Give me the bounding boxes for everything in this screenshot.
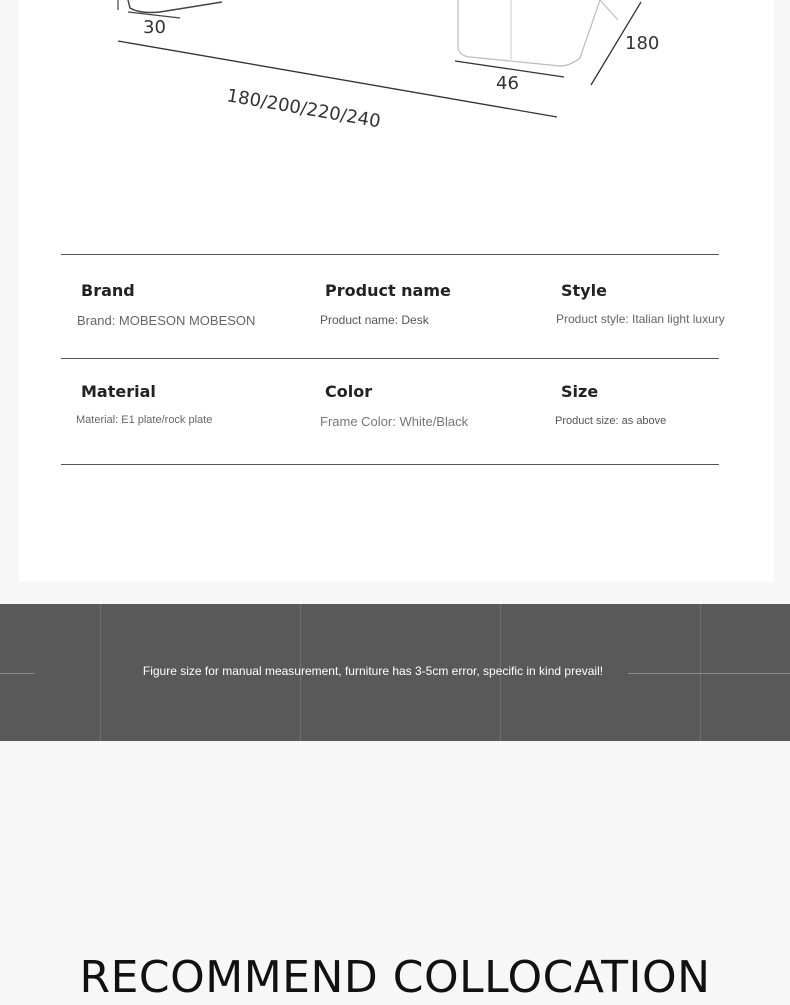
brand-title: Brand <box>81 281 135 300</box>
dimension-diagram <box>0 0 790 200</box>
spec-divider-bottom <box>61 464 719 465</box>
size-title: Size <box>561 382 599 401</box>
material-value: Material: E1 plate/rock plate <box>76 414 213 426</box>
product-name-title: Product name <box>325 281 451 300</box>
spec-divider-middle <box>61 358 719 359</box>
style-title: Style <box>561 281 607 300</box>
dim-width-label: 180/200/220/240 <box>225 85 383 133</box>
style-value: Product style: Italian light luxury <box>556 312 725 326</box>
product-name-value: Product name: Desk <box>320 313 429 327</box>
dim-depth-label: 30 <box>143 17 166 38</box>
dim-height-label: 180 <box>625 33 660 54</box>
spec-divider-top <box>61 254 719 255</box>
notice-text: Figure size for manual measurement, furniture has 3-5cm error, specific in kind prevail! <box>142 664 604 678</box>
recommend-heading: RECOMMEND COLLOCATION <box>79 952 711 1003</box>
color-value: Frame Color: White/Black <box>320 414 469 429</box>
material-title: Material <box>81 382 156 401</box>
brand-value: Brand: MOBESON MOBESON <box>77 313 256 328</box>
color-title: Color <box>325 382 373 401</box>
dim-side-label: 46 <box>496 73 519 94</box>
size-value: Product size: as above <box>555 415 667 427</box>
